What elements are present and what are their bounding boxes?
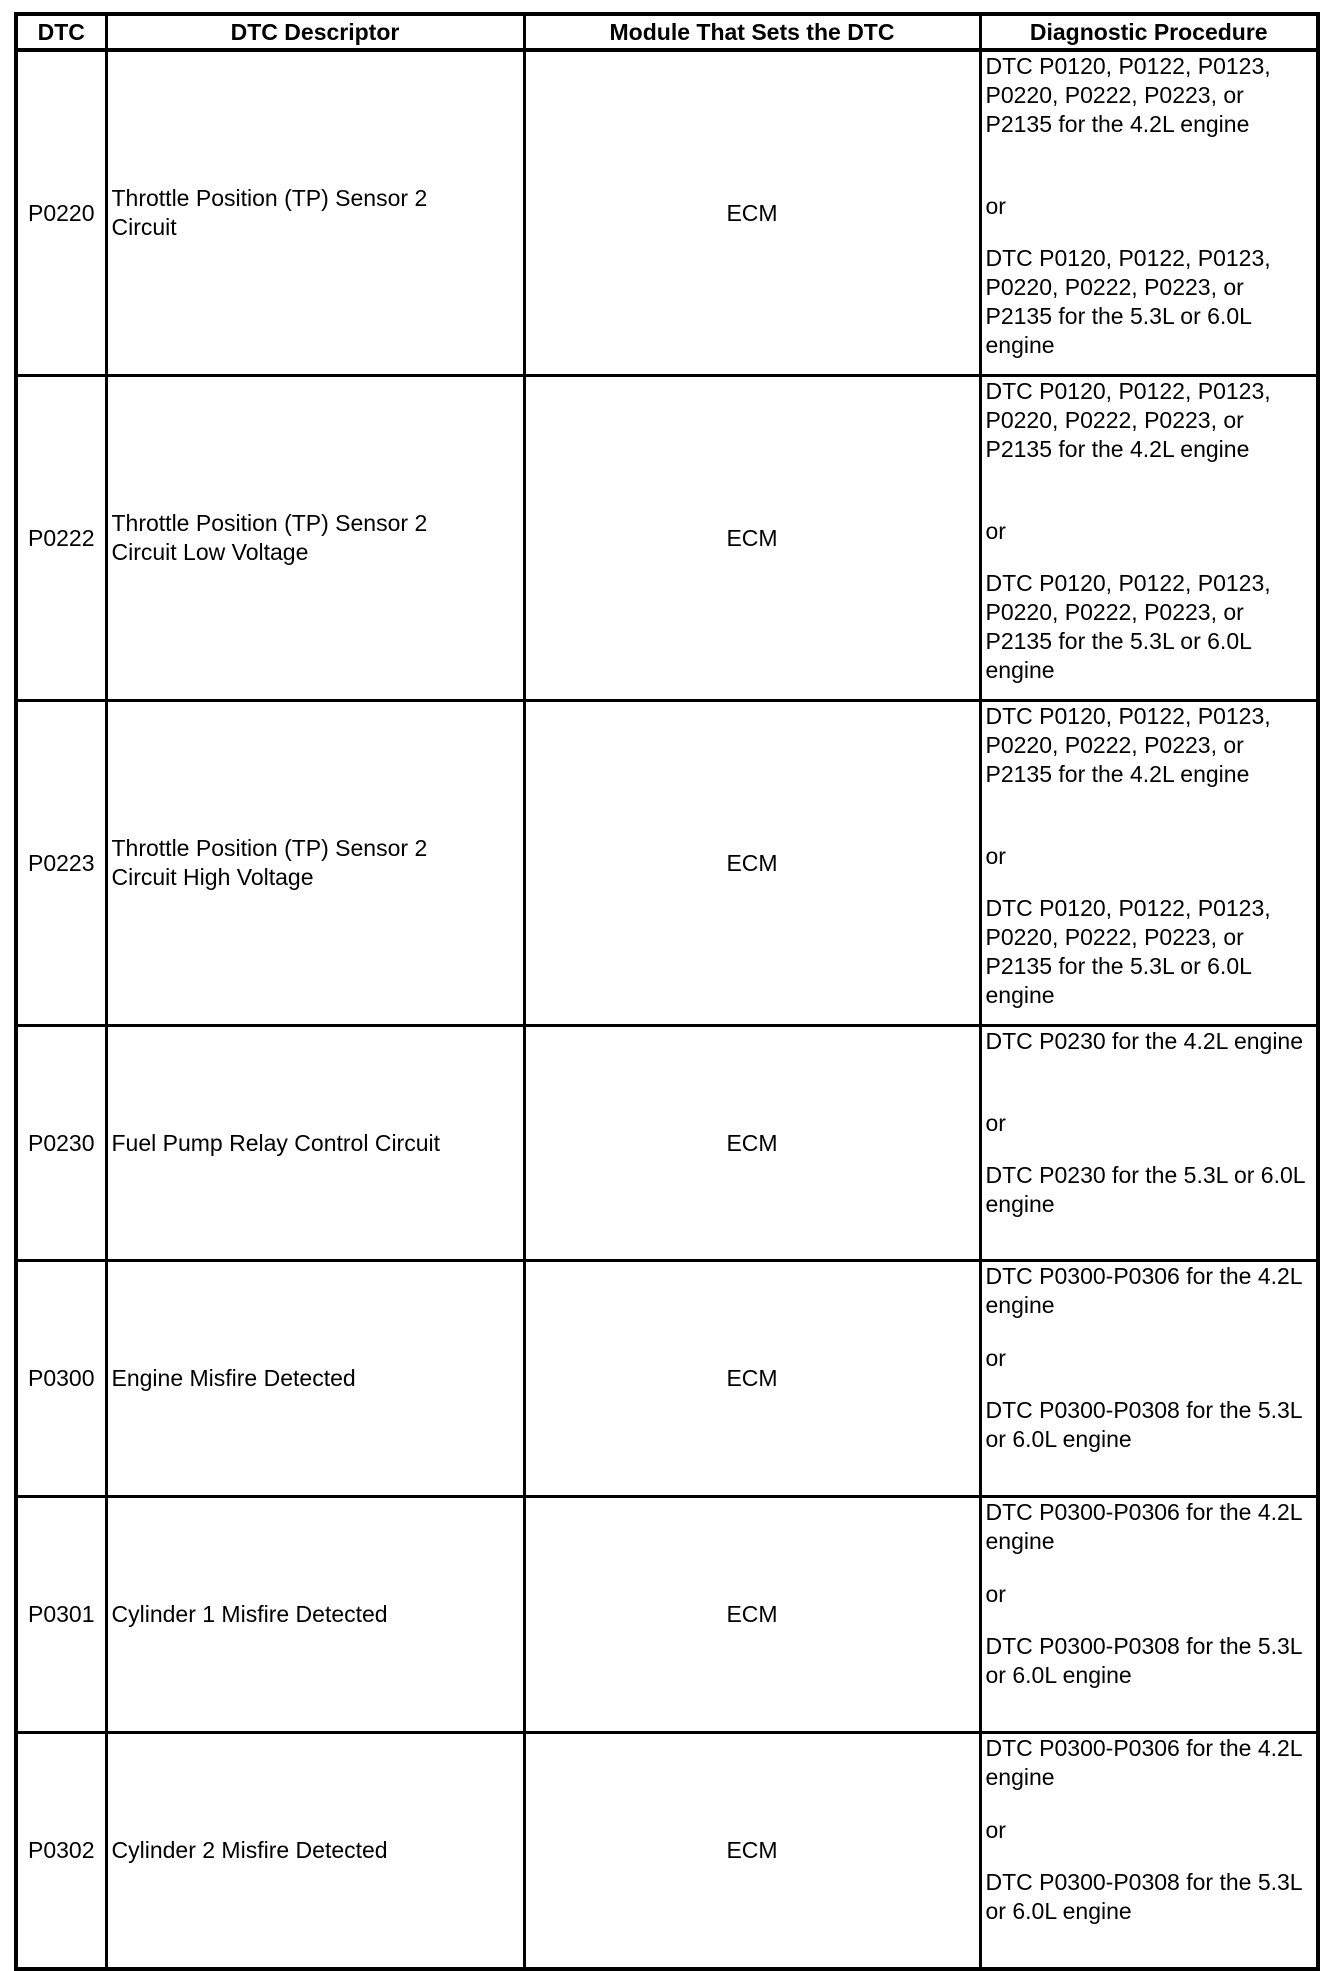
procedure-link[interactable]: DTC P0300-P0308 for the 5.3L or 6.0L engine [985,1633,1302,1688]
table-row [16,1026,1318,1261]
module-cell: ECM [524,1026,980,1261]
descriptor-line: Throttle Position (TP) Sensor 2 [111,185,428,211]
descriptor-line: Throttle Position (TP) Sensor 2 [111,835,428,861]
header-descriptor: DTC Descriptor [106,14,524,50]
table-row [16,1733,1318,1970]
procedure-or: or [985,1581,1006,1607]
procedure-link[interactable]: DTC P0120, P0122, P0123, P0220, P0222, P0223, or P2135 for the 4.2L engine [985,53,1271,137]
procedure-link[interactable]: DTC P0120, P0122, P0123, P0220, P0222, P0223, or P2135 for the 5.3L or 6.0L engine [985,895,1271,1008]
procedure-link[interactable]: DTC P0120, P0122, P0123, P0220, P0222, P0223, or P2135 for the 5.3L or 6.0L engine [985,570,1271,683]
procedure-cell [980,50,1318,376]
dtc-code: P0300 [16,1261,106,1497]
procedure-or: or [985,843,1006,869]
table-row [16,1497,1318,1733]
procedure-link[interactable]: DTC P0300-P0306 for the 4.2L engine [985,1499,1302,1554]
header-dtc: DTC [16,14,106,50]
dtc-descriptor [106,701,524,1026]
descriptor-line: Engine Misfire Detected [111,1365,356,1391]
module-cell: ECM [524,701,980,1026]
descriptor-line: Throttle Position (TP) Sensor 2 [111,510,428,536]
procedure-or: or [985,518,1006,544]
dtc-descriptor [106,1497,524,1733]
table-row [16,50,1318,376]
procedure-or: or [985,1817,1006,1843]
header-row [16,14,1318,50]
descriptor-line: Cylinder 2 Misfire Detected [111,1837,388,1863]
table-header [16,14,1318,50]
dtc-descriptor [106,50,524,376]
table-row [16,1261,1318,1497]
dtc-descriptor [106,1733,524,1970]
header-procedure: Diagnostic Procedure [980,14,1318,50]
descriptor-line: Cylinder 1 Misfire Detected [111,1601,388,1627]
procedure-or: or [985,1110,1006,1136]
dtc-descriptor [106,376,524,701]
procedure-cell [980,1261,1318,1497]
procedure-cell [980,1733,1318,1970]
module-cell: ECM [524,50,980,376]
module-cell: ECM [524,1497,980,1733]
module-cell: ECM [524,1733,980,1970]
procedure-cell [980,1026,1318,1261]
procedure-link[interactable]: DTC P0300-P0308 for the 5.3L or 6.0L engine [985,1869,1302,1924]
dtc-code: P0223 [16,701,106,1026]
procedure-or: or [985,1345,1006,1371]
descriptor-line: Circuit High Voltage [111,864,314,890]
procedure-link[interactable]: DTC P0230 for the 4.2L engine [985,1028,1304,1054]
table-row [16,376,1318,701]
table-row [16,701,1318,1026]
dtc-code: P0220 [16,50,106,376]
descriptor-line: Circuit [111,214,177,240]
procedure-or: or [985,193,1006,219]
dtc-descriptor [106,1026,524,1261]
procedure-link[interactable]: DTC P0300-P0306 for the 4.2L engine [985,1263,1302,1318]
procedure-link[interactable]: DTC P0300-P0306 for the 4.2L engine [985,1735,1302,1790]
table-body [16,50,1318,1969]
module-cell: ECM [524,376,980,701]
descriptor-line: Circuit Low Voltage [111,539,309,565]
dtc-code: P0302 [16,1733,106,1970]
dtc-code: P0222 [16,376,106,701]
descriptor-line: Fuel Pump Relay Control Circuit [111,1129,441,1156]
header-module: Module That Sets the DTC [524,14,980,50]
procedure-cell [980,1497,1318,1733]
dtc-code: P0230 [16,1026,106,1261]
procedure-link[interactable]: DTC P0230 for the 5.3L or 6.0L engine [985,1162,1305,1217]
dtc-descriptor [106,1261,524,1497]
module-cell: ECM [524,1261,980,1497]
dtc-code: P0301 [16,1497,106,1733]
dtc-table [14,12,1320,1971]
procedure-link[interactable]: DTC P0120, P0122, P0123, P0220, P0222, P0223, or P2135 for the 4.2L engine [985,703,1271,787]
procedure-link[interactable]: DTC P0120, P0122, P0123, P0220, P0222, P0223, or P2135 for the 4.2L engine [985,378,1271,462]
procedure-link[interactable]: DTC P0120, P0122, P0123, P0220, P0222, P0223, or P2135 for the 5.3L or 6.0L engine [985,245,1271,358]
procedure-link[interactable]: DTC P0300-P0308 for the 5.3L or 6.0L engine [985,1397,1302,1452]
procedure-cell [980,376,1318,701]
procedure-cell [980,701,1318,1026]
